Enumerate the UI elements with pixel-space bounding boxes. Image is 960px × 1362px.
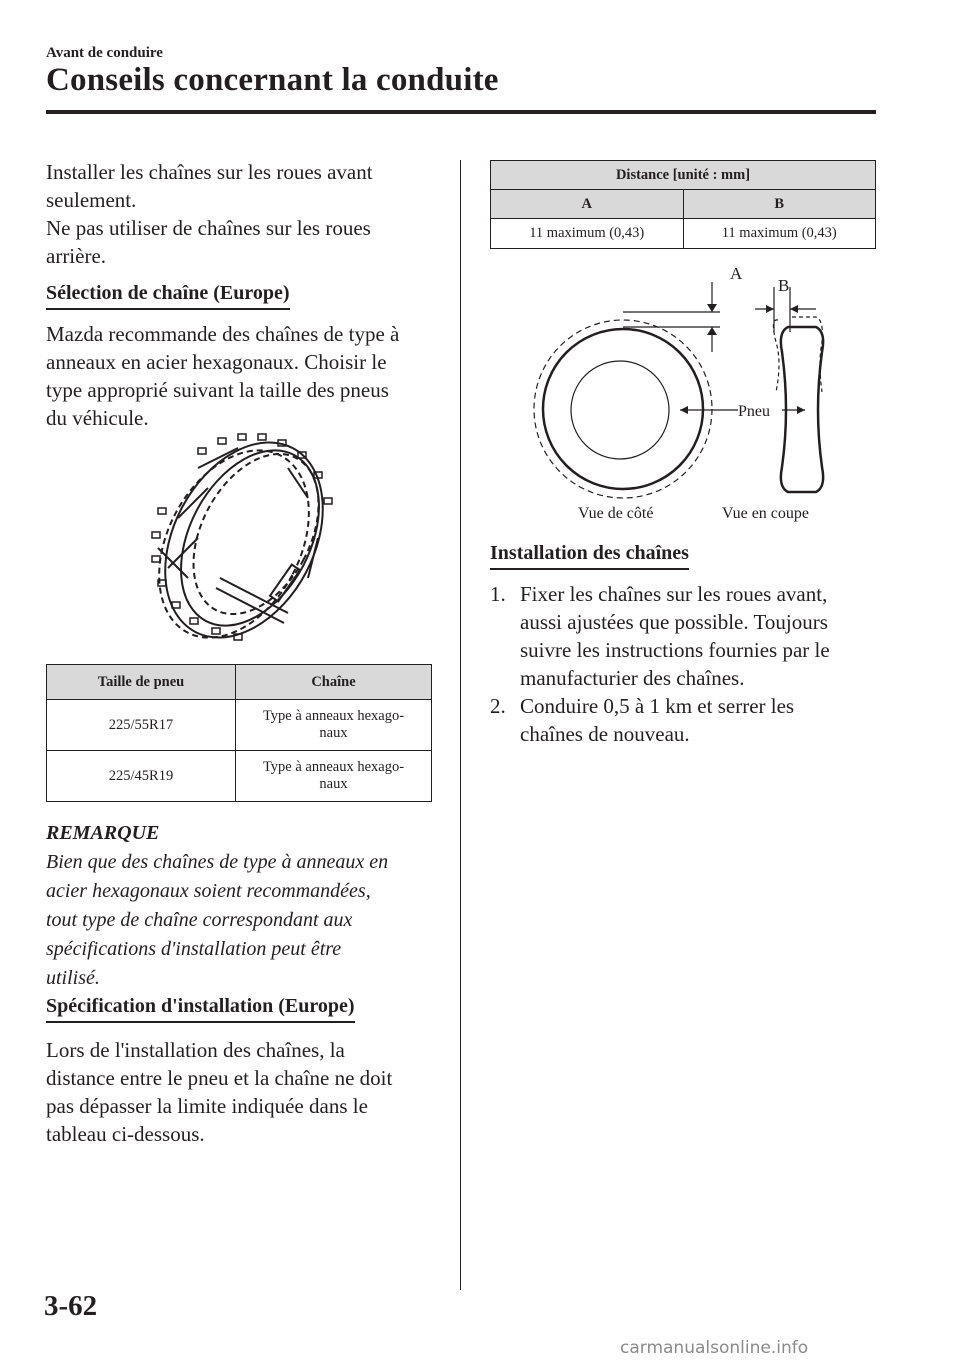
heading-installation-spec: Spécification d'installation (Europe)	[46, 995, 355, 1023]
tire-size-cell: 225/45R19	[47, 751, 236, 802]
installation-steps	[490, 580, 870, 748]
intro-line: seulement.	[46, 188, 137, 212]
label-side-view: Vue de côté	[578, 505, 654, 522]
label-tire: Pneu	[738, 403, 770, 420]
page-title: Conseils concernant la conduite	[46, 62, 499, 98]
table-row	[47, 700, 432, 751]
distance-value-b: 11 maximum (0,43)	[683, 219, 876, 249]
note-line: Bien que des chaînes de type à anneaux en	[46, 851, 389, 873]
selection-line: anneaux en acier hexagonaux. Choisir le	[46, 350, 387, 374]
distance-value-a: 11 maximum (0,43)	[491, 219, 684, 249]
section-label: Avant de conduire	[46, 45, 163, 61]
spec-line: Lors de l'installation des chaînes, la	[46, 1038, 345, 1062]
distance-table	[490, 160, 876, 249]
chain-type-line: naux	[319, 776, 348, 792]
step-line: Fixer les chaînes sur les roues avant,	[520, 582, 828, 606]
table-header-chain: Chaîne	[236, 665, 432, 700]
note-line: spécifications d'installation peut être	[46, 938, 342, 960]
tire-chain-table	[46, 664, 432, 802]
step-number: 2.	[490, 694, 506, 718]
intro-line: arrière.	[46, 244, 107, 268]
step-line: manufacturier des chaînes.	[520, 666, 745, 690]
selection-line: Mazda recommande des chaînes de type à	[46, 322, 400, 346]
label-b: B	[778, 276, 790, 295]
list-item	[490, 692, 870, 748]
selection-paragraph	[46, 320, 456, 432]
intro-paragraph	[46, 158, 446, 270]
note-line: tout type de chaîne correspondant aux	[46, 909, 353, 931]
spec-line: tableau ci-dessous.	[46, 1122, 205, 1146]
step-number: 1.	[490, 582, 506, 606]
heading-chain-installation: Installation des chaînes	[490, 542, 689, 570]
chain-type-cell	[236, 751, 432, 802]
step-line: chaînes de nouveau.	[520, 722, 690, 746]
spec-paragraph	[46, 1036, 456, 1148]
chain-clearance-diagram	[520, 262, 860, 532]
chain-type-line: Type à anneaux hexago-	[262, 708, 405, 724]
chain-type-cell	[236, 700, 432, 751]
chain-type-line: Type à anneaux hexago-	[262, 759, 405, 775]
spec-line: distance entre le pneu et la chaîne ne doit	[46, 1066, 393, 1090]
page-number: 3-62	[44, 1290, 98, 1322]
distance-col-b: B	[683, 190, 876, 219]
table-header-tire-size: Taille de pneu	[47, 665, 236, 700]
tire-side-view	[543, 329, 703, 489]
wheel-rim	[571, 361, 669, 459]
tire-size-cell: 225/55R17	[47, 700, 236, 751]
title-rule	[46, 110, 876, 114]
chain-type-line: naux	[319, 725, 348, 741]
intro-line: Installer les chaînes sur les roues avant	[46, 160, 373, 184]
distance-col-a: A	[491, 190, 684, 219]
step-line: Conduire 0,5 à 1 km et serrer les	[520, 694, 795, 718]
spec-line: pas dépasser la limite indiquée dans le	[46, 1094, 368, 1118]
column-divider	[460, 160, 461, 1290]
intro-line: Ne pas utiliser de chaînes sur les roues	[46, 216, 371, 240]
label-a: A	[730, 264, 743, 283]
tire-chain-illustration	[138, 428, 348, 648]
selection-line: type approprié suivant la taille des pneus	[46, 378, 389, 402]
note-body	[46, 848, 456, 993]
table-row	[47, 751, 432, 802]
label-cross-section: Vue en coupe	[722, 505, 809, 522]
step-line: aussi ajustées que possible. Toujours	[520, 610, 828, 634]
distance-table-title: Distance [unité : mm]	[491, 161, 876, 190]
watermark: carmanualsonline.info	[620, 1338, 809, 1358]
table-row	[491, 219, 876, 249]
note-line: utilisé.	[46, 967, 100, 989]
heading-chain-selection: Sélection de chaîne (Europe)	[46, 282, 290, 310]
note-title: REMARQUE	[46, 822, 160, 844]
note-line: acier hexagonaux soient recommandées,	[46, 880, 371, 902]
step-line: suivre les instructions fournies par le	[520, 638, 830, 662]
list-item	[490, 580, 870, 692]
selection-line: du véhicule.	[46, 406, 149, 430]
